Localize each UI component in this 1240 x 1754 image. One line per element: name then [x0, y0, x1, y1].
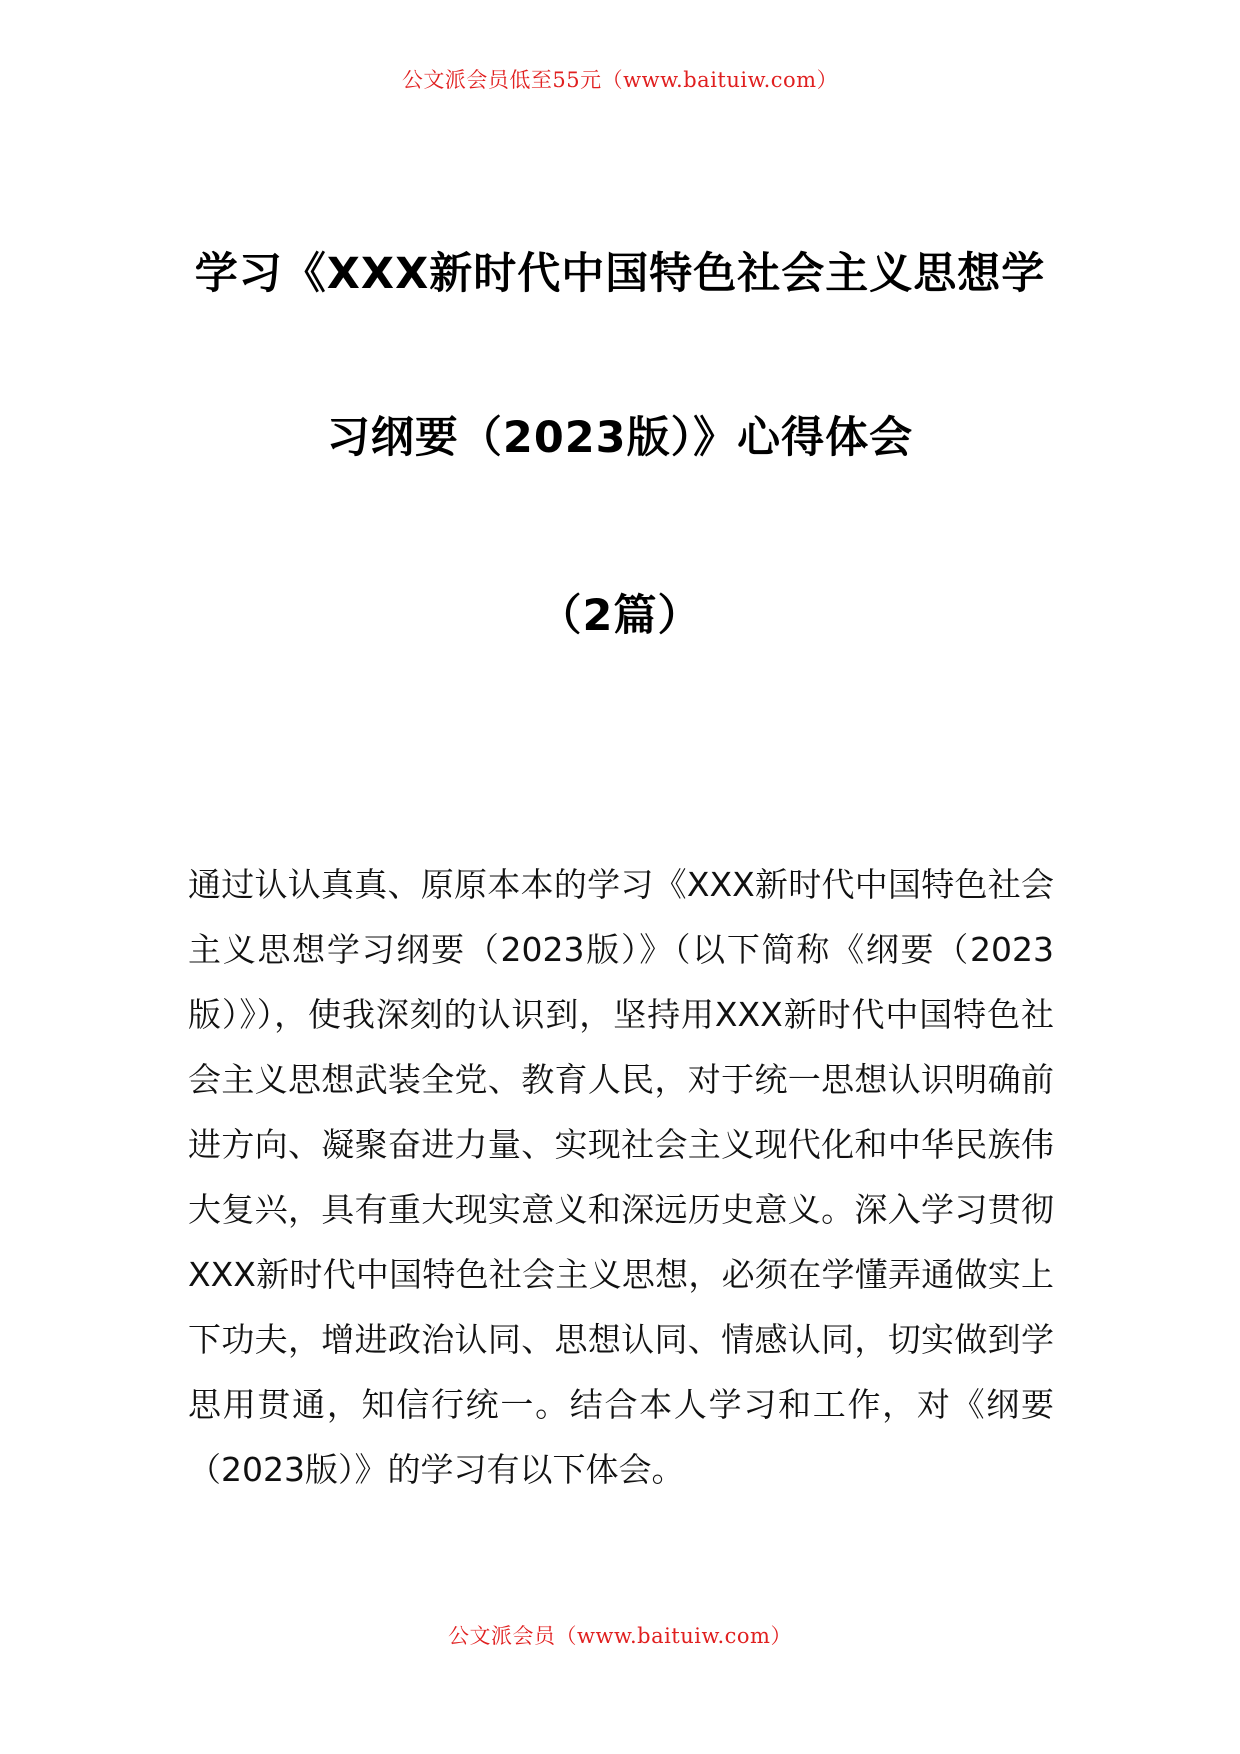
- body-paragraph: 通过认认真真、原原本本的学习《XXX新时代中国特色社会主义思想学习纲要（2023版）》（以下简称《纲要（2023版）》），使我深刻的认识到，坚持用XXX新时代中国特色社会主义思想武装全党、教育人民，对于统一思想认识明确前进方向、凝聚奋进力量、实现社会主义现代化和中华民族伟大复兴，具有重大现实意义和深远历史意义。深入学习贯彻XXX新时代中国特色社会主义思想，必须在学懂弄通做实上下功夫，增进政治认同、思想认同、情感认同，切实做到学思用贯通，知信行统一。结合本人学习和工作，对《纲要（2023版）》的学习有以下体会。: [188, 865, 1054, 1489]
- document-subtitle-count: （2篇）: [538, 591, 702, 641]
- document-title-line-1: 学习《XXX新时代中国特色社会主义思想学: [194, 249, 1046, 299]
- footer-promo-link[interactable]: 公文派会员（www.baituiw.com）: [448, 1624, 792, 1648]
- header-promo-link[interactable]: 公文派会员低至55元（www.baituiw.com）: [401, 68, 839, 92]
- document-title-line-2: 习纲要（2023版）》心得体会: [326, 413, 914, 463]
